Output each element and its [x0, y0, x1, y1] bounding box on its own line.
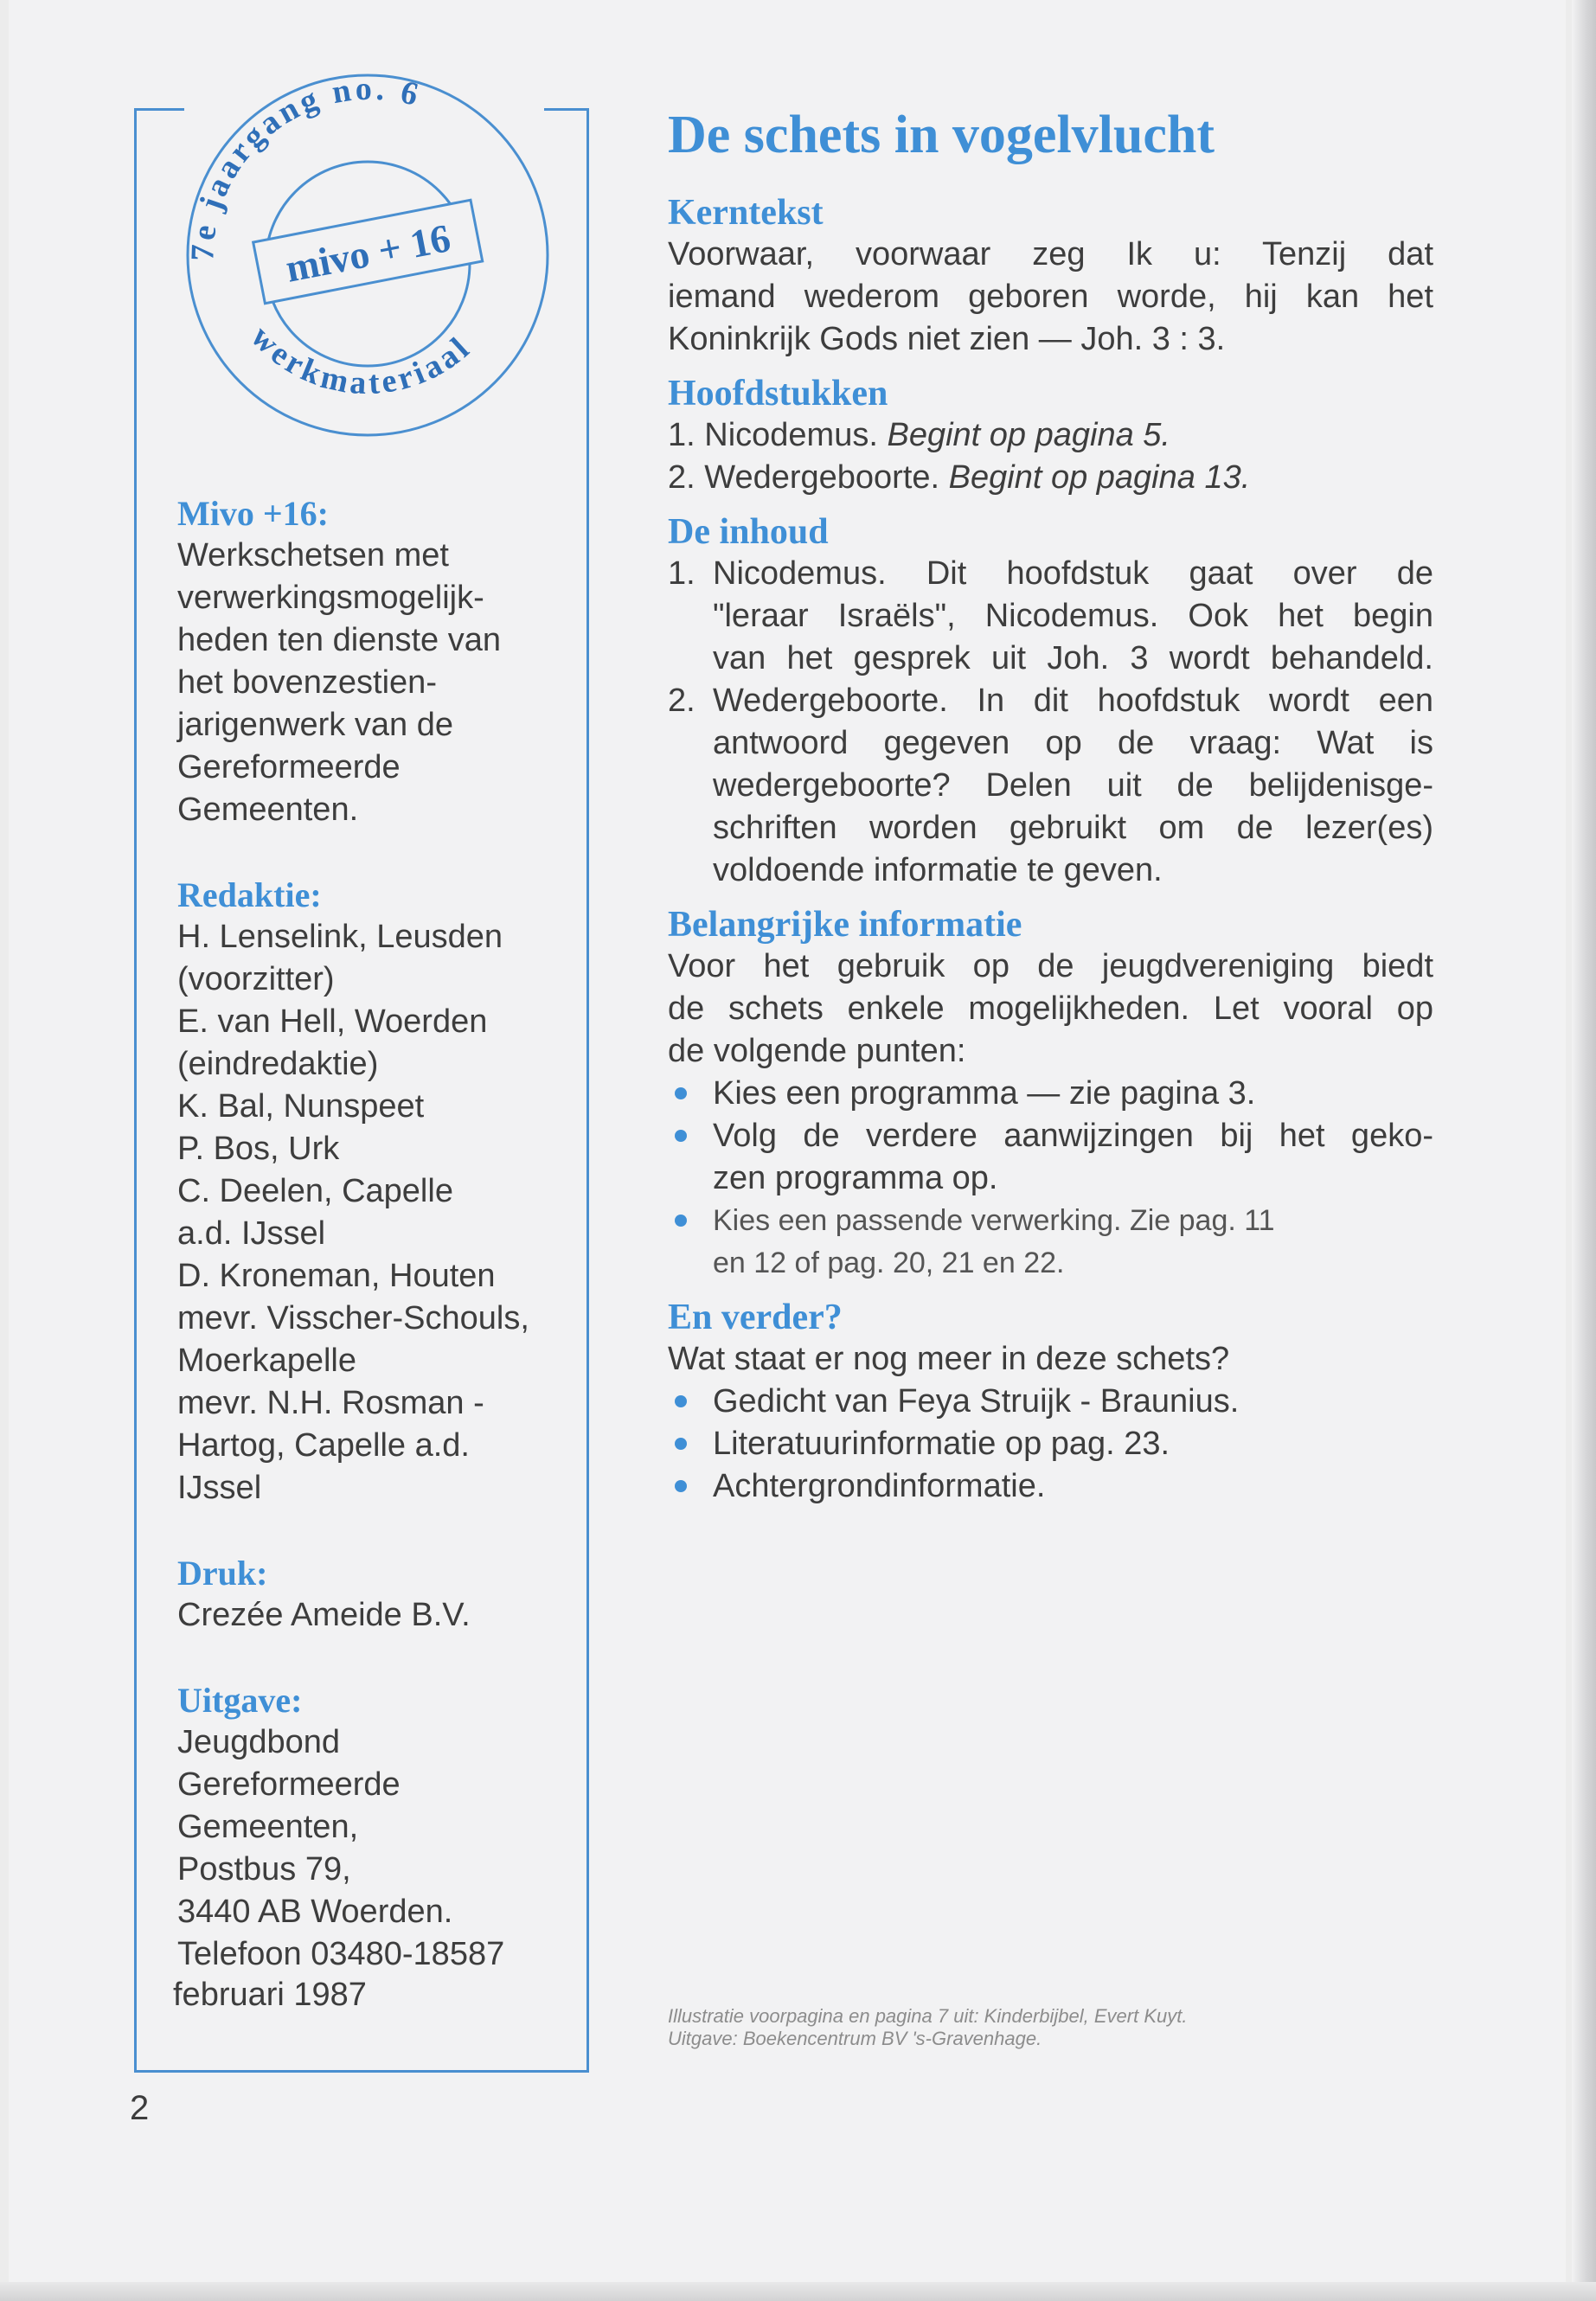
- mivo-heading: Mivo +16:: [177, 494, 329, 533]
- bullet-icon: [675, 1480, 687, 1492]
- redaktie-heading: Redaktie:: [177, 875, 322, 914]
- seal-arc-bottom-text: werkmateriaal: [243, 318, 479, 402]
- page-bottom-edge: [0, 2282, 1596, 2301]
- list-item: Achtergrondinformatie.: [668, 1465, 1433, 1508]
- kerntekst-text: Voorwaar, voorwaar zeg Ik u: Tenzij dat iemand wederom geboren worde, hij kan het Koninkrijk Gods niet zien — Joh. 3 : 3.: [668, 236, 1433, 357]
- list-item: 1. Nicodemus. Dit hoofdstuk gaat over de "leraar Israëls", Nicodemus. Ook het begin van het gesprek uit Joh. 3 wordt behandeld.: [668, 555, 1433, 676]
- inhoud-list: [668, 553, 1433, 892]
- verder-bullets: [668, 1381, 1433, 1508]
- list-item: 1. Nicodemus. Begint op pagina 5.: [668, 417, 1170, 453]
- list-item: Kies een programma — zie pagina 3.: [668, 1073, 1433, 1115]
- colophon: [177, 493, 584, 1976]
- info-heading: Belangrijke informatie: [668, 905, 1022, 945]
- list-item: Volg de verdere aanwijzingen bij het geko- zen programma op.: [668, 1115, 1433, 1200]
- verder-intro: Wat staat er nog meer in deze schets?: [668, 1341, 1230, 1377]
- list-item: Literatuurinformatie op pag. 23.: [668, 1423, 1433, 1465]
- bullet-icon: [675, 1438, 687, 1450]
- page-number: 2: [130, 2089, 150, 2127]
- seal-arc-top-text: 7e jaargang no. 6: [184, 70, 426, 262]
- druk-text: Crezée Ameide B.V.: [177, 1597, 471, 1633]
- list-item: 2. Wedergeboorte. In dit hoofdstuk wordt een antwoord gegeven op de vraag: Wat is wedergeboorte? Delen uit de belijdenisge- schriften worden gebruikt om de lezer(es) voldoende informatie te geven.: [668, 683, 1433, 888]
- hoofdstukken-list: [668, 414, 1433, 499]
- illustration-credit: Illustratie voorpagina en pagina 7 uit: Kinderbijbel, Evert Kuyt. Uitgave: Boekencentrum BV 's-Gravenhage.: [668, 2005, 1188, 2049]
- uitgave-address: Jeugdbond Gereformeerde Gemeenten, Postbus 79, 3440 AB Woerden. Telefoon 03480-18587: [177, 1724, 505, 1972]
- bullet-icon: [675, 1395, 687, 1407]
- bullet-icon: [675, 1130, 687, 1142]
- kerntekst-heading: Kerntekst: [668, 193, 824, 233]
- seal-emblem: [160, 65, 575, 445]
- hoofdstukken-heading: Hoofdstukken: [668, 374, 888, 413]
- verder-heading: En verder?: [668, 1298, 843, 1337]
- info-text: Voor het gebruik op de jeugdvereniging biedt de schets enkele mogelijkheden. Let vooral op de volgende punten:: [668, 948, 1433, 1069]
- mivo-description: Werkschetsen met verwerkingsmogelijk- heden ten dienste van het bovenzestien- jarigenwerk van de Gereformeerde Gemeenten.: [177, 537, 501, 828]
- page-title: De schets in vogelvlucht: [668, 106, 1215, 164]
- info-bullets: [668, 1073, 1433, 1285]
- redaktie-list: H. Lenselink, Leusden (voorzitter) E. van Hell, Woerden (eindredaktie) K. Bal, Nunspeet P. Bos, Urk C. Deelen, Capelle a.d. IJssel D. Kroneman, Houten mevr. Visscher-Schouls, Moerkapelle mevr. N.H. Rosman - Hartog, Capelle a.d. IJssel: [177, 919, 529, 1506]
- seal-center-text: mivo + 16: [282, 215, 454, 291]
- list-item: Gedicht van Feya Struijk - Braunius.: [668, 1381, 1433, 1423]
- druk-heading: Druk:: [177, 1554, 268, 1593]
- inhoud-heading: De inhoud: [668, 512, 829, 552]
- page-edge: [1572, 0, 1596, 2301]
- main-content: [668, 102, 1433, 1508]
- issue-date: februari 1987: [173, 1977, 367, 2013]
- list-item: 2. Wedergeboorte. Begint op pagina 13.: [668, 459, 1251, 496]
- bullet-icon: [675, 1087, 687, 1099]
- uitgave-heading: Uitgave:: [177, 1681, 303, 1720]
- bullet-icon: [675, 1215, 687, 1227]
- list-item: Kies een passende verwerking. Zie pag. 11 en 12 of pag. 20, 21 en 22.: [668, 1200, 1433, 1285]
